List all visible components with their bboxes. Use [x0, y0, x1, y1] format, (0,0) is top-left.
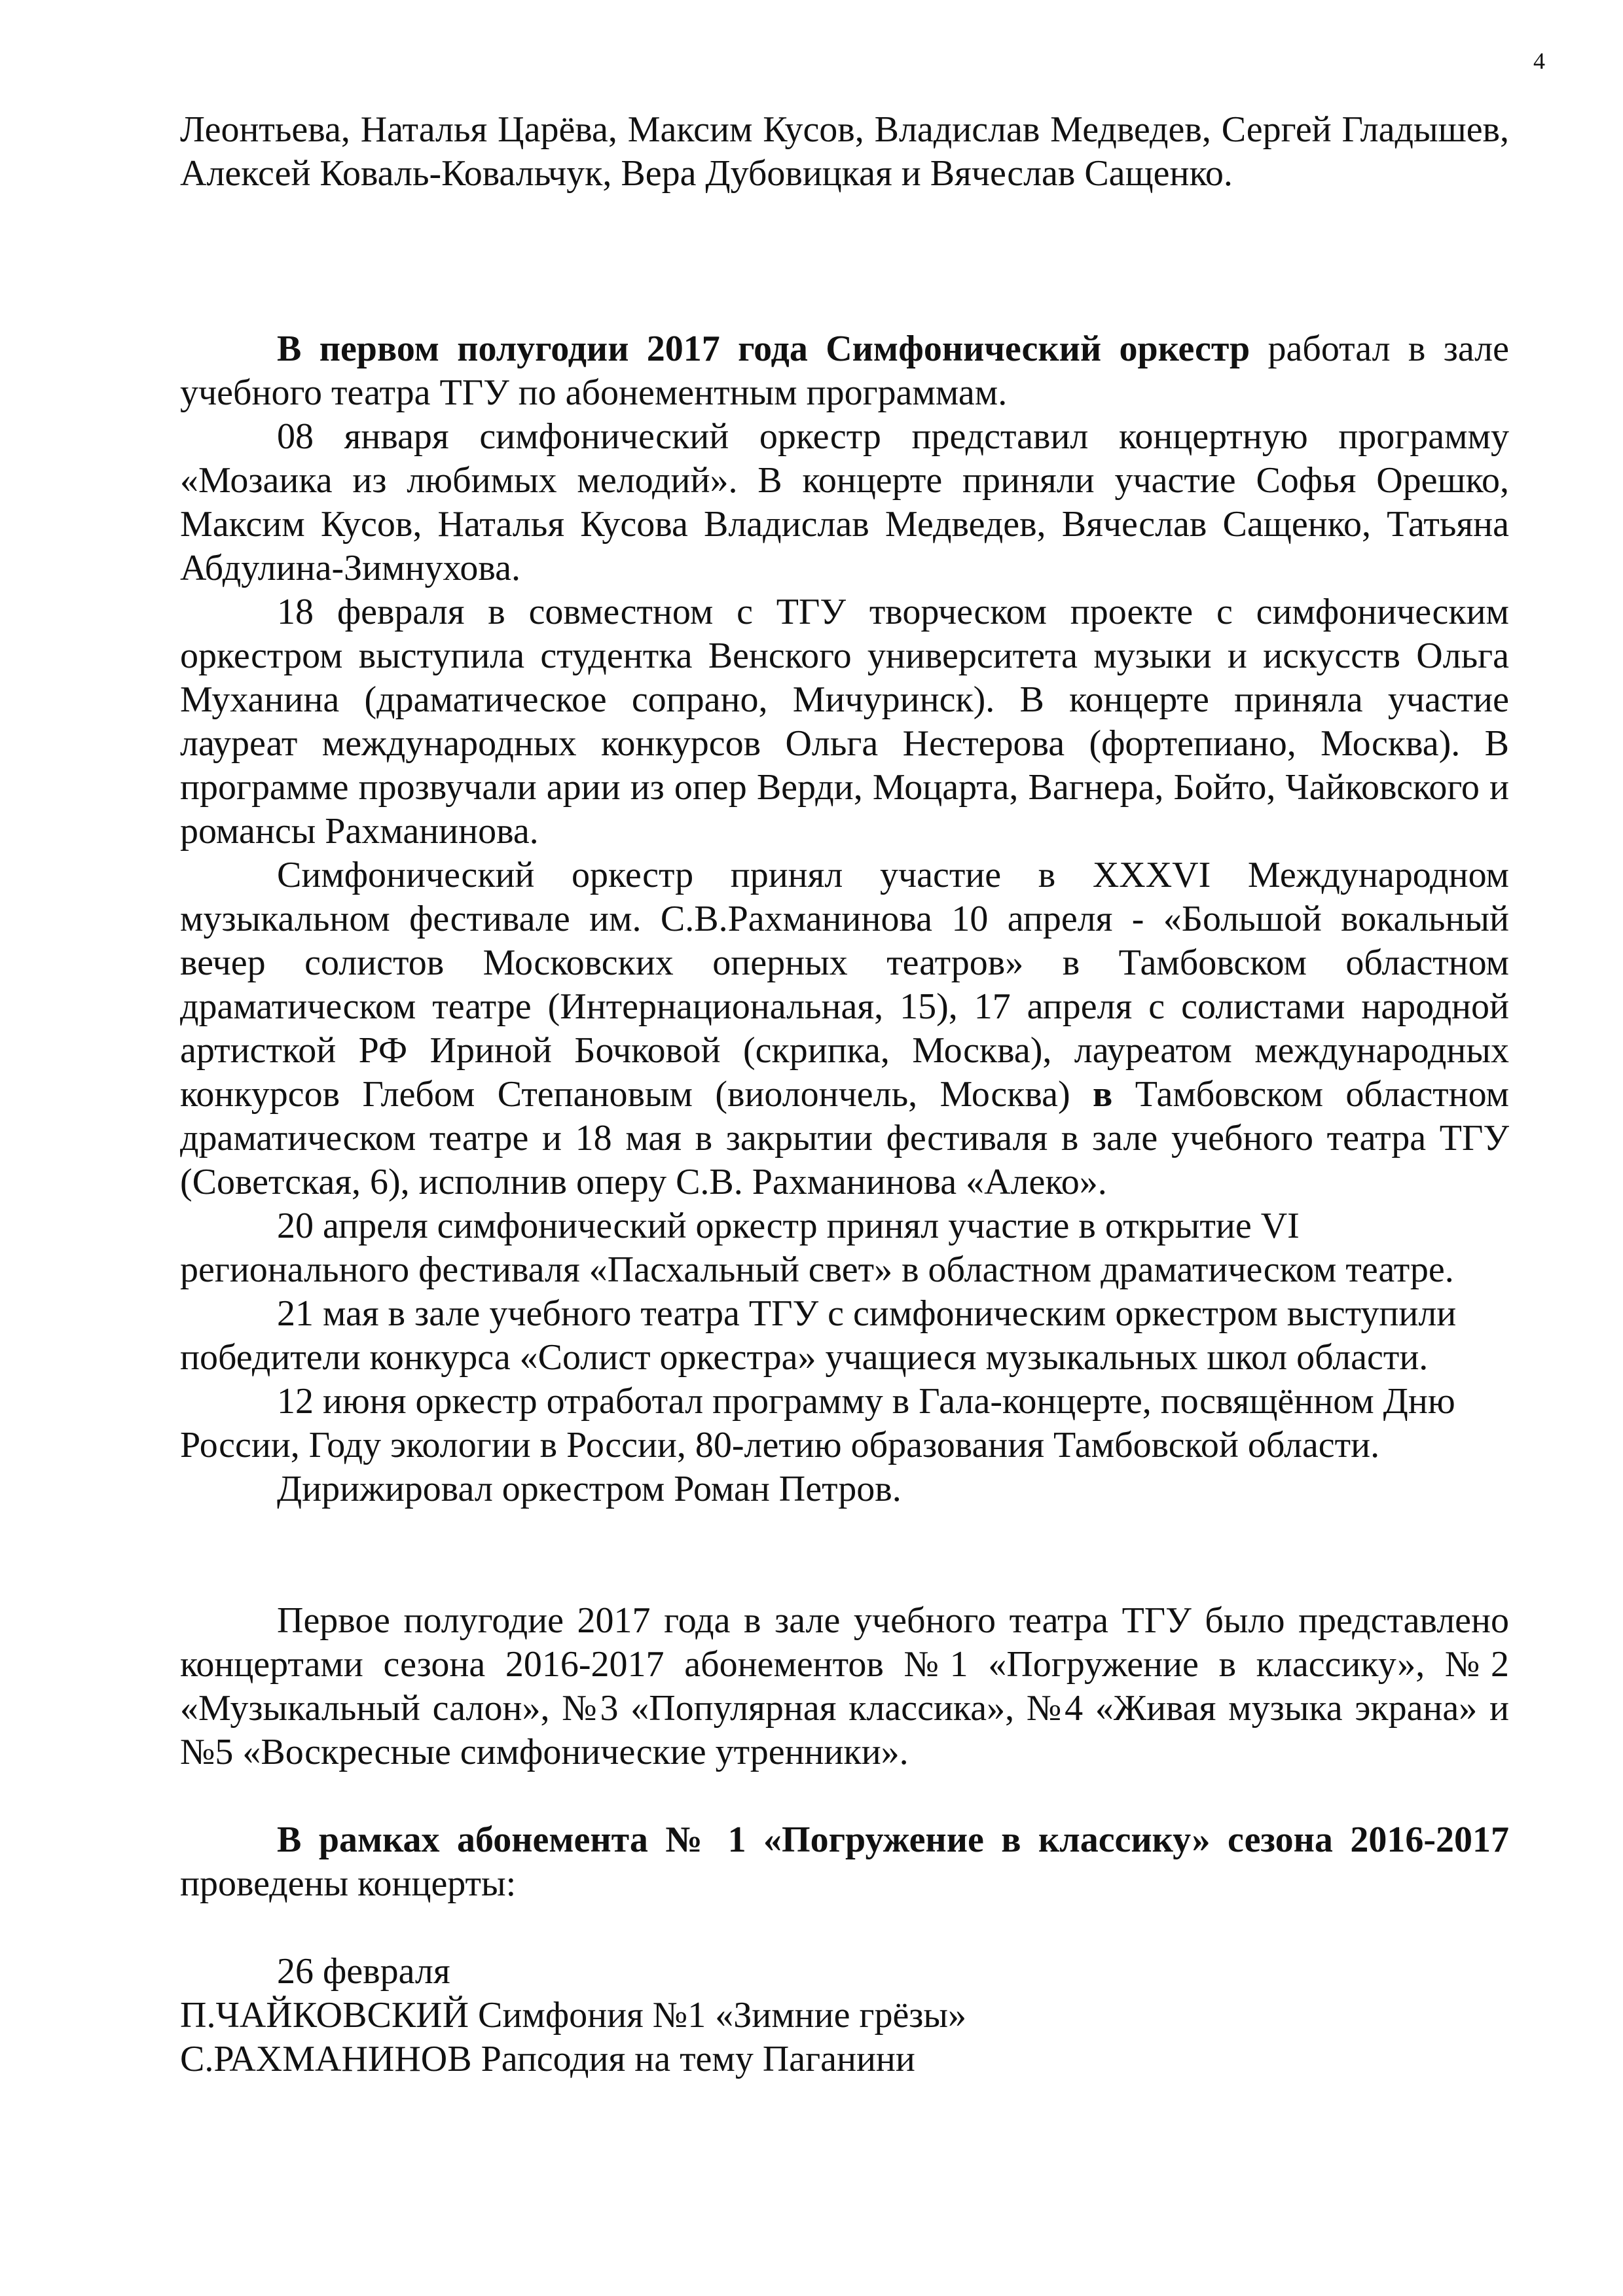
page-content — [180, 108, 1509, 2081]
paragraph-may-21: 21 мая в зале учебного театра ТГУ с симфоническим оркестром выступили победители конкурса «Солист оркестра» учащиеся музыкальных школ области. — [180, 1293, 1457, 1378]
paragraph-participants: Леонтьева, Наталья Царёва, Максим Кусов, Владислав Медведев, Сергей Гладышев, Алексей Коваль-Ковальчук, Вера Дубовицкая и Вячеслав Сащенко. — [180, 109, 1509, 194]
festival-text-part1: Симфонический оркестр принял участие в XXXVI Международном музыкальном фестивале им. С.В.Рахманинова 10 апреля - «Большой вокальный вечер солистов Московских оперных театров» в Тамбовском областном драматическом театре (Интернациональная, 15), 17 апреля с солистами народной артисткой РФ Ириной Бочковой (скрипка, Москва), лауреатом международных конкурсов Глебом Степановым (виолончель, Москва) — [180, 855, 1509, 1115]
paragraph-february: 18 февраля в совместном с ТГУ творческом проекте с симфоническим оркестром выступила студентка Венского университета музыки и искусств Ольга Муханина (драматическое сопрано, Мичуринск). В концерте приняла участие лауреат международных конкурсов Ольга Нестерова (фортепиано, Москва). В программе прозвучали арии из опер Верди, Моцарта, Вагнера, Бойто, Чайковского и романсы Рахманинова. — [180, 592, 1509, 852]
paragraph-june-12: 12 июня оркестр отработал программу в Гала-концерте, посвящённом Дню России, Году экологии в России, 80-летию образования Тамбовской области. — [180, 1381, 1455, 1465]
paragraph-festival — [180, 853, 1509, 1204]
festival-text-part2: Тамбовском областном драматическом театре и 18 мая в закрытии фестиваля в зале учебного театра ТГУ (Советская, 6), исполнив оперу С.В. Рахманинова «Алеко». — [180, 1074, 1509, 1202]
paragraph-first-half-rest: работал в зале учебного театра ТГУ по абонементным программам. — [180, 329, 1509, 413]
paragraph-subscription-1-rest: проведены концерты: — [180, 1863, 517, 1904]
concert-program-line-1: П.ЧАЙКОВСКИЙ Симфония №1 «Зимние грёзы» — [180, 1995, 967, 2036]
festival-bold-word: в — [1093, 1074, 1113, 1115]
bold-lead-subscription-1: В рамках абонемента № 1 «Погружение в классику» сезона 2016-2017 — [277, 1820, 1509, 1860]
paragraph-subscription-1 — [180, 1818, 1509, 1906]
paragraph-january: 08 января симфонический оркестр представил концертную программу «Мозаика из любимых мелодий». В концерте приняли участие Софья Орешко, Максим Кусов, Наталья Кусова Владислав Медведев, Вячеслав Сащенко, Татьяна Абдулина-Зимнухова. — [180, 416, 1509, 588]
paragraph-conductor: Дирижировал оркестром Роман Петров. — [277, 1469, 902, 1509]
paragraph-season-overview: Первое полугодие 2017 года в зале учебного театра ТГУ было представлено концертами сезона 2016-2017 абонементов №1 «Погружение в классику», №2 «Музыкальный салон», №3 «Популярная классика», №4 «Живая музыка экрана» и №5 «Воскресные симфонические утренники». — [180, 1600, 1509, 1772]
concert-date: 26 февраля — [277, 1951, 450, 1992]
paragraph-april-20: 20 апреля симфонический оркестр принял участие в открытие VI регионального фестиваля «Пасхальный свет» в областном драматическом театре. — [180, 1206, 1454, 1290]
bold-lead-first-half: В первом полугодии 2017 года Симфонический оркестр — [277, 329, 1250, 369]
concert-program-line-2: С.РАХМАНИНОВ Рапсодия на тему Паганини — [180, 2039, 915, 2079]
paragraph-first-half-intro — [180, 327, 1509, 415]
page-number: 4 — [1533, 48, 1545, 74]
